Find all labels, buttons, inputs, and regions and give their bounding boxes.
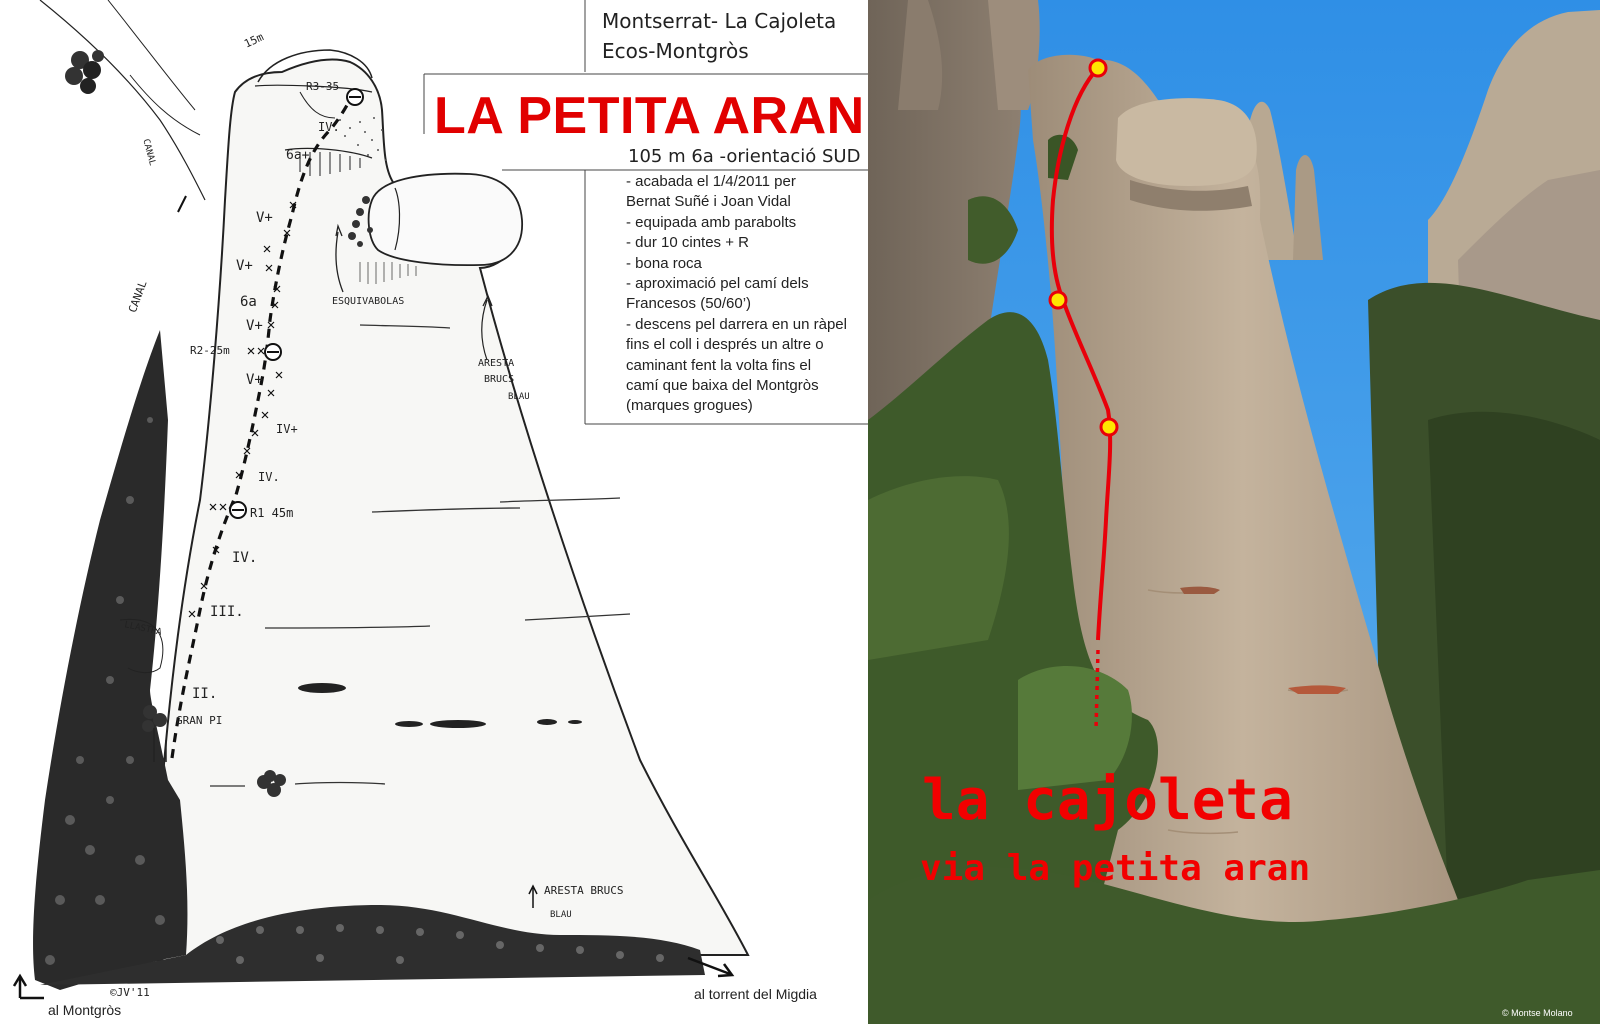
- label-grade: IV.: [232, 550, 258, 566]
- label-grade: IV+: [276, 422, 298, 436]
- belay-r3-icon: [347, 89, 363, 105]
- label-gran-pi: GRAN PI: [176, 714, 223, 727]
- label-r2: R2-25m: [190, 344, 230, 357]
- label-canal-top: CANAL: [140, 138, 158, 167]
- label-grade: 6a: [240, 294, 257, 310]
- label-esquivabolas: ESQUIVABOLAS: [332, 296, 405, 307]
- label-grade: V+: [246, 372, 263, 388]
- note-line: - aproximació pel camí dels: [626, 275, 809, 293]
- label-grade: III.: [210, 604, 244, 620]
- nav-right-label: al torrent del Migdia: [694, 986, 817, 1002]
- label-grade: V+: [256, 210, 273, 226]
- label-grade: IV.: [258, 470, 280, 484]
- label-grade: IV.: [318, 120, 340, 134]
- label-r3: R3-35: [306, 80, 340, 93]
- label-aresta-bottom: ARESTA BRUCS: [544, 884, 624, 897]
- photo-credit: © Montse Molano: [1502, 1008, 1573, 1018]
- label-aresta: BLAU: [508, 392, 530, 402]
- label-grade: II.: [192, 686, 218, 702]
- label-grade: V+: [246, 318, 263, 334]
- belay-r2-marker: [1050, 292, 1066, 308]
- photo-panel: [868, 0, 1600, 1024]
- photo-title: la cajoleta: [922, 768, 1293, 833]
- belay-r1-icon: [230, 502, 246, 518]
- label-aresta: BRUCS: [484, 374, 515, 385]
- belay-r3-marker: [1090, 60, 1106, 76]
- note-line: - dur 10 cintes + R: [626, 234, 749, 252]
- header-sector: Ecos-Montgròs: [602, 39, 749, 63]
- belay-r1-marker: [1101, 419, 1117, 435]
- note-line: fins el coll i després un altre o: [626, 336, 824, 354]
- belay-r2-icon: [265, 344, 281, 360]
- label-aresta: ARESTA: [478, 358, 515, 369]
- note-line: caminant fent la volta fins el: [626, 356, 812, 374]
- label-llastra: LLASTRA: [123, 620, 163, 638]
- photo-subtitle: via la petita aran: [920, 848, 1311, 889]
- header-location: Montserrat- La Cajoleta: [602, 9, 837, 33]
- route-name: LA PETITA ARAN: [434, 87, 865, 145]
- note-line: - descens pel darrera en un ràpel: [626, 315, 847, 333]
- note-line: Francesos (50/60’): [626, 295, 752, 313]
- nav-left-label: al Montgròs: [48, 1002, 122, 1018]
- route-notes: [626, 172, 862, 417]
- label-grade: V+: [236, 258, 253, 274]
- note-line: Bernat Suñé i Joan Vidal: [626, 193, 791, 211]
- label-r1: R1 45m: [250, 506, 294, 520]
- note-line: - bona roca: [626, 254, 702, 272]
- route-subtitle: 105 m 6a -orientació SUD: [628, 146, 861, 167]
- note-line: camí que baixa del Montgròs: [626, 377, 819, 395]
- bush-icon: [65, 50, 104, 94]
- label-canal: CANAL: [126, 278, 150, 315]
- label-grade: 6a+: [286, 148, 310, 163]
- signature: ©JV'11: [110, 986, 150, 999]
- note-line: (marques grogues): [626, 397, 753, 415]
- note-line: - acabada el 1/4/2011 per: [626, 173, 796, 190]
- label-15m: 15m: [242, 30, 266, 51]
- label-aresta-bottom: BLAU: [550, 910, 572, 920]
- note-line: - equipada amb parabolts: [626, 213, 797, 231]
